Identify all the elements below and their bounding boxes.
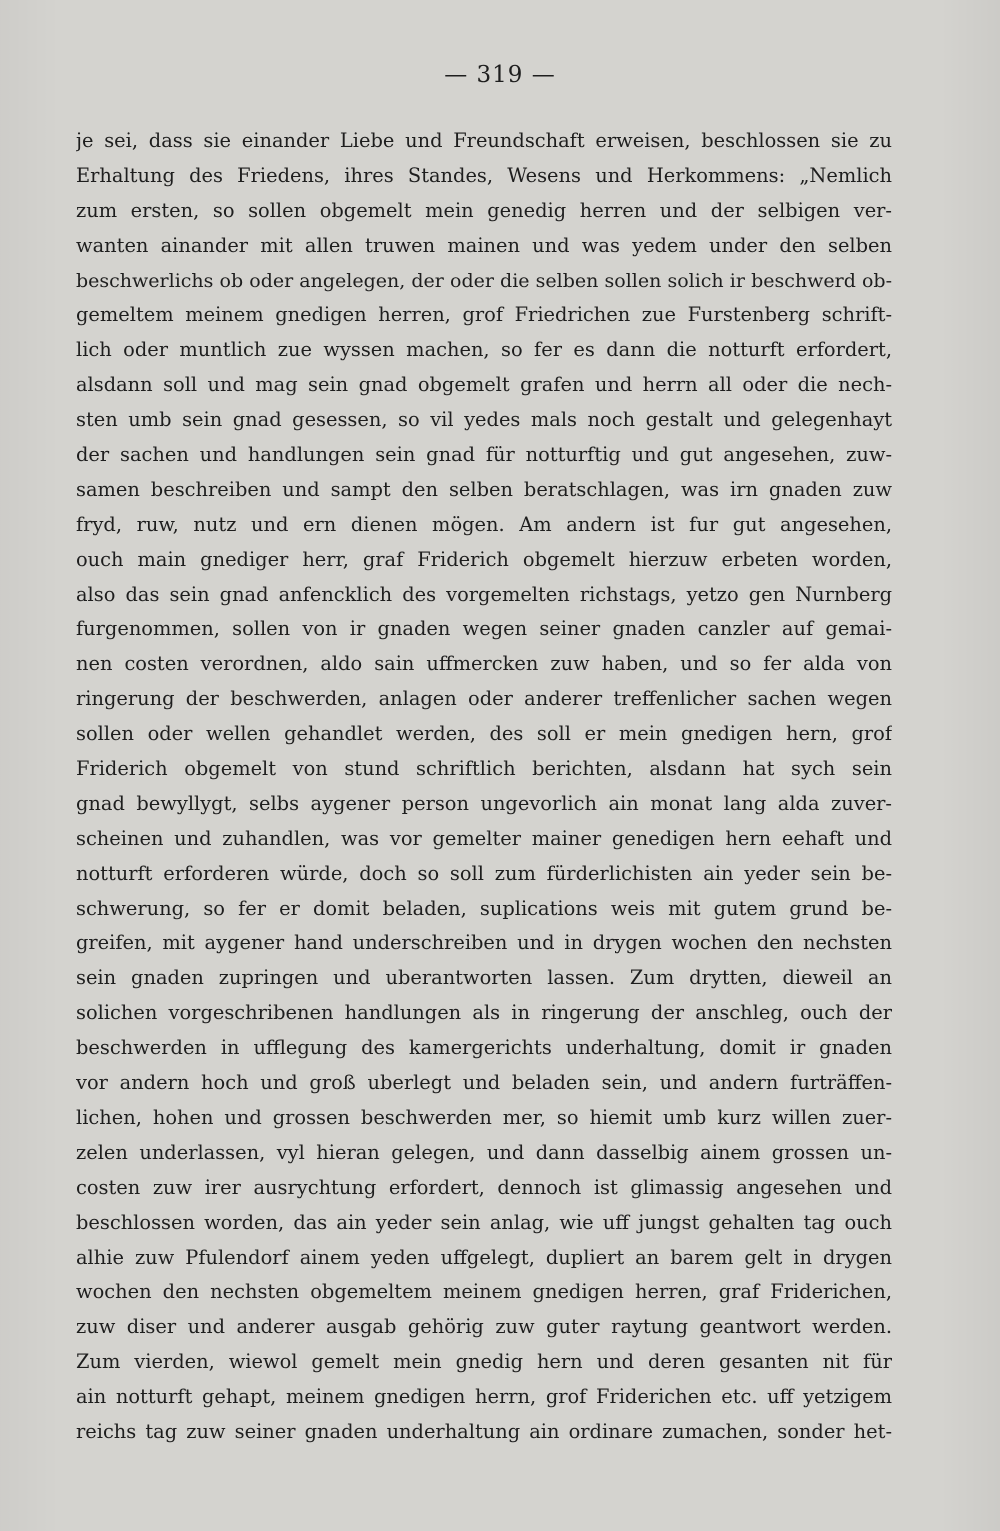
text-line: notturft erforderen würde, doch so soll zum fürderlichisten ain yeder sein be- — [76, 861, 892, 885]
text-line: der sachen und handlungen sein gnad für notturftig und gut angesehen, zuw- — [76, 443, 892, 467]
text-line: ouch main gnediger herr, graf Friderich obgemelt hierzuw erbeten worden, — [76, 547, 892, 571]
text-line: also das sein gnad anfencklich des vorgemelten richstags, yetzo gen Nurnberg — [76, 582, 892, 606]
text-line: gnad bewyllygt, selbs aygener person ungevorlich ain monat lang alda zuver- — [76, 791, 892, 815]
text-line: costen zuw irer ausrychtung erfordert, dennoch ist glimassig angesehen und — [76, 1175, 892, 1199]
text-line: wochen den nechsten obgemeltem meinem gnedigen herren, graf Friderichen, — [76, 1280, 892, 1304]
text-line: beschwerlichs ob oder angelegen, der oder die selben sollen solich ir beschwerd ob- — [76, 269, 892, 292]
text-line: nen costen verordnen, aldo sain uffmercken zuw haben, und so fer alda von — [76, 652, 892, 676]
text-line: solichen vorgeschribenen handlungen als in ringerung der anschleg, ouch der — [76, 1001, 892, 1025]
text-line: beschwerden in ufflegung des kamergerichts underhaltung, domit ir gnaden — [76, 1036, 892, 1060]
text-line: sten umb sein gnad gesessen, so vil yedes mals noch gestalt und gelegenhayt — [76, 408, 892, 432]
text-line: furgenommen, sollen von ir gnaden wegen seiner gnaden canzler auf gemai- — [76, 617, 892, 641]
text-line: je sei, dass sie einander Liebe und Freundschaft erweisen, beschlossen sie zu — [76, 129, 892, 152]
text-line: wanten ainander mit allen truwen mainen und was yedem under den selben — [76, 233, 892, 257]
text-line: zuw diser und anderer ausgab gehörig zuw guter raytung geantwort werden. — [76, 1315, 892, 1339]
text-line: reichs tag zuw seiner gnaden underhaltung ain ordinare zumachen, sonder het- — [76, 1419, 892, 1443]
text-line: Friderich obgemelt von stund schriftlich berichten, alsdann hat sych sein — [76, 757, 892, 781]
text-line: greifen, mit aygener hand underschreiben und in drygen wochen den nechsten — [76, 931, 892, 955]
text-line: sollen oder wellen gehandlet werden, des soll er mein gnedigen hern, grof — [76, 722, 892, 746]
text-line: gemeltem meinem gnedigen herren, grof Friedrichen zue Furstenberg schrift- — [76, 303, 892, 327]
text-line: lich oder muntlich zue wyssen machen, so fer es dann die notturft erfordert, — [76, 338, 892, 362]
text-line: scheinen und zuhandlen, was vor gemelter mainer genedigen hern eehaft und — [76, 826, 892, 850]
text-line: lichen, hohen und grossen beschwerden mer, so hiemit umb kurz willen zuer- — [76, 1105, 892, 1129]
text-line: alsdann soll und mag sein gnad obgemelt grafen und herrn all oder die nech- — [76, 373, 892, 397]
text-line: alhie zuw Pfulendorf ainem yeden uffgelegt, dupliert an barem gelt in drygen — [76, 1245, 892, 1269]
text-line: zelen underlassen, vyl hieran gelegen, und dann dasselbig ainem grossen un- — [76, 1140, 892, 1164]
text-line: samen beschreiben und sampt den selben beratschlagen, was irn gnaden zuw — [76, 477, 892, 501]
text-line: vor andern hoch und groß uberlegt und beladen sein, und andern furträffen- — [76, 1071, 892, 1095]
text-line: schwerung, so fer er domit beladen, suplications weis mit gutem grund be- — [76, 896, 892, 920]
page-number: — 319 — — [444, 62, 556, 88]
text-line: fryd, ruw, nutz und ern dienen mögen. Am andern ist fur gut angesehen, — [76, 512, 892, 536]
text-line: Zum vierden, wiewol gemelt mein gnedig hern und deren gesanten nit für — [76, 1350, 892, 1374]
text-line: Erhaltung des Friedens, ihres Standes, Wesens und Herkommens: „Nemlich — [76, 163, 892, 187]
text-line: sein gnaden zupringen und uberantworten lassen. Zum drytten, dieweil an — [76, 966, 892, 990]
body-text — [76, 124, 892, 1450]
text-line: beschlossen worden, das ain yeder sein anlag, wie uff jungst gehalten tag ouch — [76, 1210, 892, 1234]
text-line: ringerung der beschwerden, anlagen oder anderer treffenlicher sachen wegen — [76, 687, 892, 711]
text-line: ain notturft gehapt, meinem gnedigen herrn, grof Friderichen etc. uff yetzigem — [76, 1385, 892, 1409]
text-line: zum ersten, so sollen obgemelt mein genedig herren und der selbigen ver- — [76, 198, 892, 222]
